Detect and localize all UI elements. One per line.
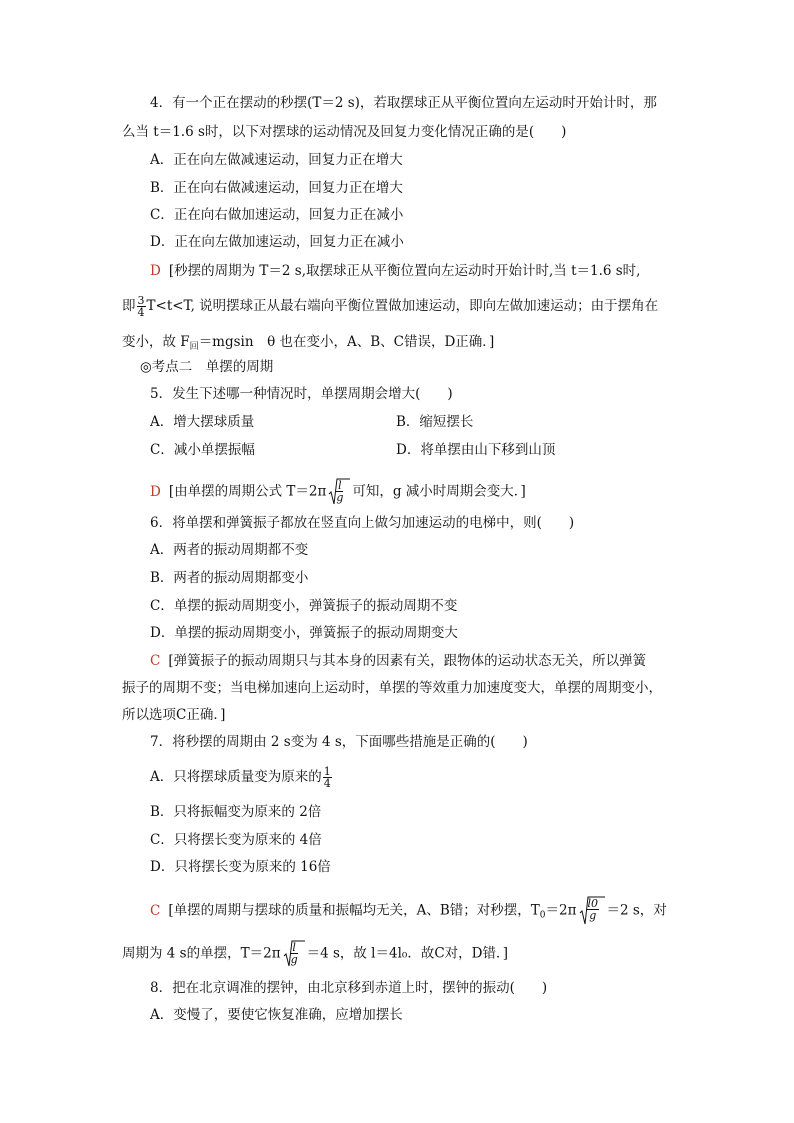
q4-option-a: A．正在向左做减速运动，回复力正在增大 <box>150 152 403 168</box>
q4-exp-text3a: 变小，故 F <box>122 334 190 350</box>
q7-sqrt-1 <box>579 896 605 926</box>
q7-rad1-den: g <box>589 909 597 922</box>
q8-option-a: A．变慢了，要使它恢复准确，应增加摆长 <box>150 1007 403 1023</box>
q7-exp-pre2: 周期为 4 s的单摆，T＝2π <box>122 945 281 962</box>
q6-explanation-line1 <box>150 652 646 670</box>
q7-rad2-den: g <box>290 953 298 966</box>
radical-sign-icon <box>283 940 305 968</box>
q4-exp-text2: T<t<T, 说明摆球正从最右端向平衡位置做加速运动，即向左做加速运动；由于摆角在 <box>146 298 659 314</box>
radical-sign-icon <box>579 896 605 926</box>
q6-option-d: D．单摆的振动周期变小，弹簧振子的振动周期变大 <box>150 625 458 641</box>
q7-frac-num: 1 <box>323 765 331 778</box>
q5-exp-pre: [由单摆的周期公式 T＝2π <box>168 483 327 500</box>
q7-exp-post2: ＝4 s，故 l＝4l₀．故C对，D错．] <box>306 945 508 962</box>
q6-option-b: B．两者的振动周期都变小 <box>150 570 309 586</box>
q5-stem: 5．发生下述哪一种情况时，单摆周期会增大( ) <box>150 386 453 402</box>
q6-explanation-line3: 所以选项C正确．] <box>122 707 226 723</box>
q6-option-c: C．单摆的振动周期变小，弹簧振子的振动周期不变 <box>150 598 458 614</box>
q4-explanation-line1 <box>150 262 640 280</box>
q6-explanation-line2: 振子的周期不变；当电梯加速向上运动时，单摆的等效重力加速度变大，单摆的周期变小， <box>122 680 662 696</box>
q4-option-c: C．正在向右做加速运动，回复力正在减小 <box>150 207 404 223</box>
q7-sqrt-2 <box>283 940 305 968</box>
q6-answer: C <box>150 653 161 669</box>
q5-option-a: A．增大摆球质量 <box>150 414 255 430</box>
q7-explanation-line2 <box>122 940 508 968</box>
q6-option-a: A．两者的振动周期都不变 <box>150 542 309 558</box>
q7-frac-den: 4 <box>323 777 331 790</box>
q4-stem-line2: 么当 t＝1.6 s时，以下对摆球的运动情况及回复力变化情况正确的是( ) <box>122 124 567 140</box>
q4-exp-prefix: 即 <box>122 298 136 314</box>
radical-sign-icon <box>328 478 350 506</box>
q7-rad1-num: l0 <box>587 897 599 910</box>
q7-option-a <box>150 766 333 789</box>
q5-rad-num: l <box>338 479 342 492</box>
q7-exp-mid: ＝2π <box>545 902 577 919</box>
q7-exp-pre: [单摆的周期与摆球的质量和振幅均无关，A、B错；对秒摆，T <box>168 902 540 919</box>
q4-option-d: D．正在向左做加速运动，回复力正在减小 <box>150 234 404 250</box>
q7-stem: 7．将秒摆的周期由 2 s变为 4 s，下面哪些措施是正确的( ) <box>150 734 528 750</box>
q4-exp-text1: [秒摆的周期为 T＝2 s,取摆球正从平衡位置向左运动时开始计时,当 t＝1.6 s时, <box>168 263 641 279</box>
q6-stem: 6．将单摆和弹簧振子都放在竖直向上做匀加速运动的电梯中，则( ) <box>150 515 575 531</box>
q4-frac-num: 3 <box>137 294 145 307</box>
q7-exp-sub: 0 <box>539 910 546 921</box>
q5-answer: D <box>150 483 161 500</box>
section-title: ◎考点二 单摆的周期 <box>140 359 274 375</box>
q5-option-d: D．将单摆由山下移到山顶 <box>396 442 556 458</box>
q7-option-a-fraction <box>323 766 332 789</box>
q7-answer: C <box>150 902 161 919</box>
q5-option-b: B．缩短摆长 <box>396 414 474 430</box>
q7-exp-post1: ＝2 s，对 <box>606 902 667 919</box>
q5-sqrt <box>328 478 350 506</box>
q8-stem: 8．把在北京调准的摆钟，由北京移到赤道上时，摆钟的振动( ) <box>150 980 548 996</box>
q7-explanation-line1 <box>150 896 667 926</box>
q4-explanation-line3 <box>122 333 494 356</box>
q4-option-b: B．正在向右做减速运动，回复力正在增大 <box>150 180 403 196</box>
q7-option-d: D．只将摆长变为原来的 16倍 <box>150 859 331 875</box>
q4-answer: D <box>150 263 161 279</box>
q4-frac-den: 4 <box>137 306 145 319</box>
q5-option-c: C．减小单摆振幅 <box>150 442 255 458</box>
q4-explanation-line2 <box>122 295 658 318</box>
q4-exp-text3b: ＝mgsin θ 也在变小，A、B、C错误，D正确．] <box>198 334 495 350</box>
q4-stem-line1: 4．有一个正在摆动的秒摆(T＝2 s)，若取摆球正从平衡位置向左运动时开始计时，那 <box>150 95 657 111</box>
q7-option-b: B．只将振幅变为原来的 2倍 <box>150 804 322 820</box>
q5-rad-den: g <box>336 491 344 504</box>
q7-option-c: C．只将摆长变为原来的 4倍 <box>150 832 322 848</box>
q4-exp-sub: 回 <box>189 342 199 352</box>
q7-rad2-num: l <box>292 941 296 954</box>
q4-fraction <box>137 295 146 318</box>
q5-exp-post: 可知，g 减小时周期会变大．] <box>352 483 526 500</box>
q5-explanation <box>150 478 526 506</box>
q7-option-a-text: A．只将摆球质量变为原来的 <box>150 769 322 785</box>
q6-exp-text1: [弹簧振子的振动周期只与其本身的因素有关，跟物体的运动状态无关，所以弹簧 <box>168 653 647 669</box>
